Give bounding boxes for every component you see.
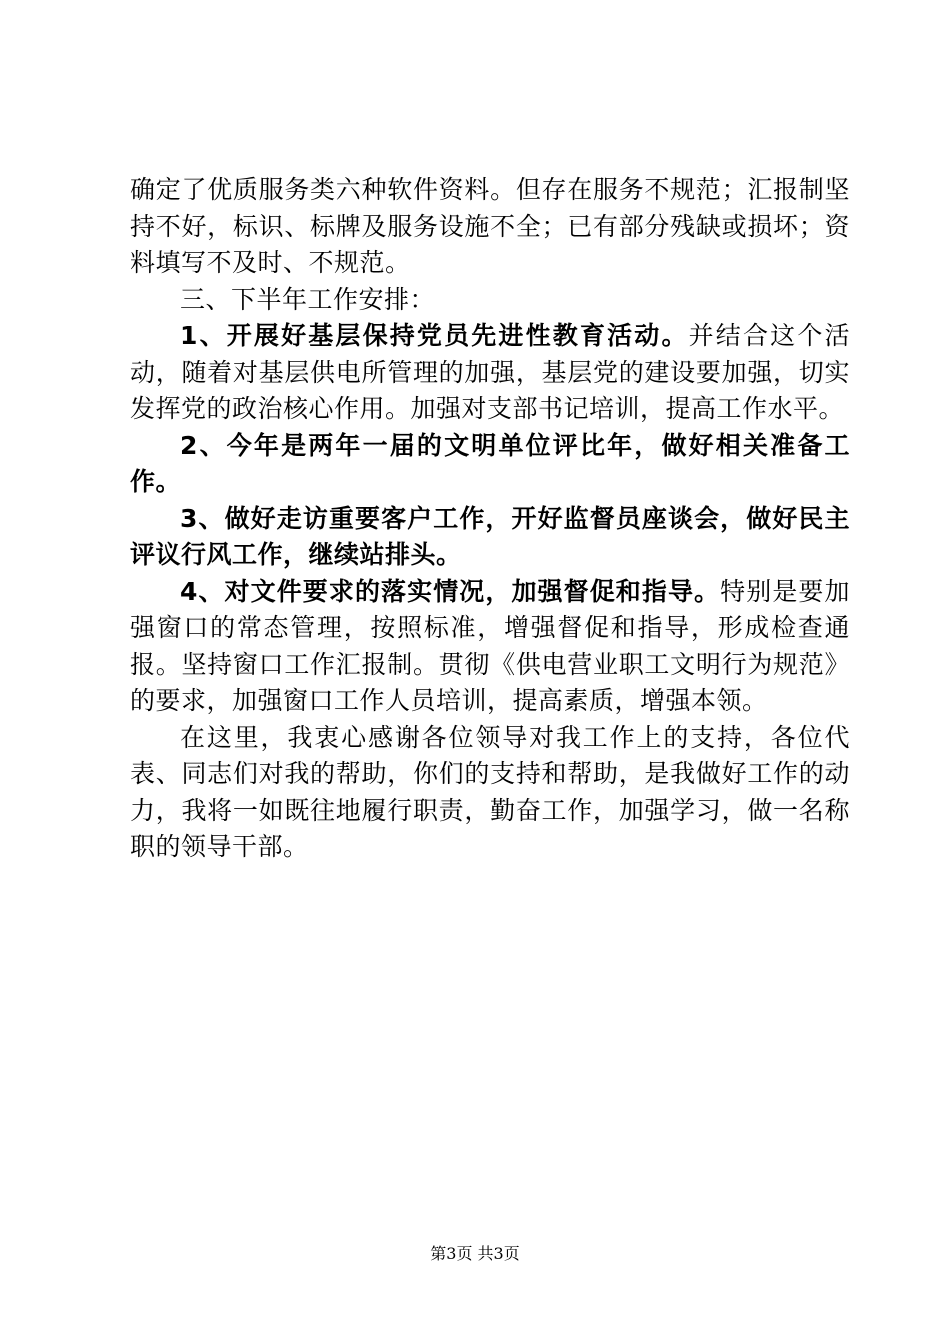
document-body	[130, 172, 850, 866]
paragraph-3-text: 并结合这个活动，随着对基层供电所管理的加强，基层党的建设要加强，切实发挥党的政治核心作用。加强对支部书记培训，提高工作水平。	[130, 321, 850, 423]
paragraph-4-item-2	[130, 428, 850, 501]
paragraph-6-item-4	[130, 574, 850, 720]
paragraph-4-bold: 2、今年是两年一届的文明单位评比年，做好相关准备工作。	[130, 430, 850, 496]
paragraph-2-text: 三、下半年工作安排：	[180, 284, 436, 314]
paragraph-1	[130, 172, 850, 282]
paragraph-6-bold: 4、对文件要求的落实情况，加强督促和指导。	[180, 576, 721, 606]
paragraph-7-closing	[130, 720, 850, 866]
paragraph-1-text: 确定了优质服务类六种软件资料。但存在服务不规范；汇报制坚持不好，标识、标牌及服务设施不全；已有部分残缺或损坏；资料填写不及时、不规范。	[130, 175, 850, 277]
paragraph-5-bold: 3、做好走访重要客户工作，开好监督员座谈会，做好民主评议行风工作，继续站排头。	[130, 503, 850, 569]
page-footer	[0, 1244, 950, 1264]
page-number-label: 第3页 共3页	[430, 1244, 520, 1263]
paragraph-7-text: 在这里，我衷心感谢各位领导对我工作上的支持，各位代表、同志们对我的帮助，你们的支持和帮助，是我做好工作的动力，我将一如既往地履行职责，勤奋工作，加强学习，做一名称职的领导干部。	[130, 722, 850, 861]
paragraph-5-item-3	[130, 501, 850, 574]
paragraph-3-item-1	[130, 318, 850, 428]
paragraph-6-text: 特别是要加强窗口的常态管理，按照标准，增强督促和指导，形成检查通报。坚持窗口工作汇报制。贯彻《供电营业职工文明行为规范》的要求，加强窗口工作人员培训，提高素质，增强本领。	[130, 576, 850, 715]
paragraph-2-heading	[130, 282, 850, 319]
paragraph-3-bold: 1、开展好基层保持党员先进性教育活动。	[180, 321, 689, 350]
